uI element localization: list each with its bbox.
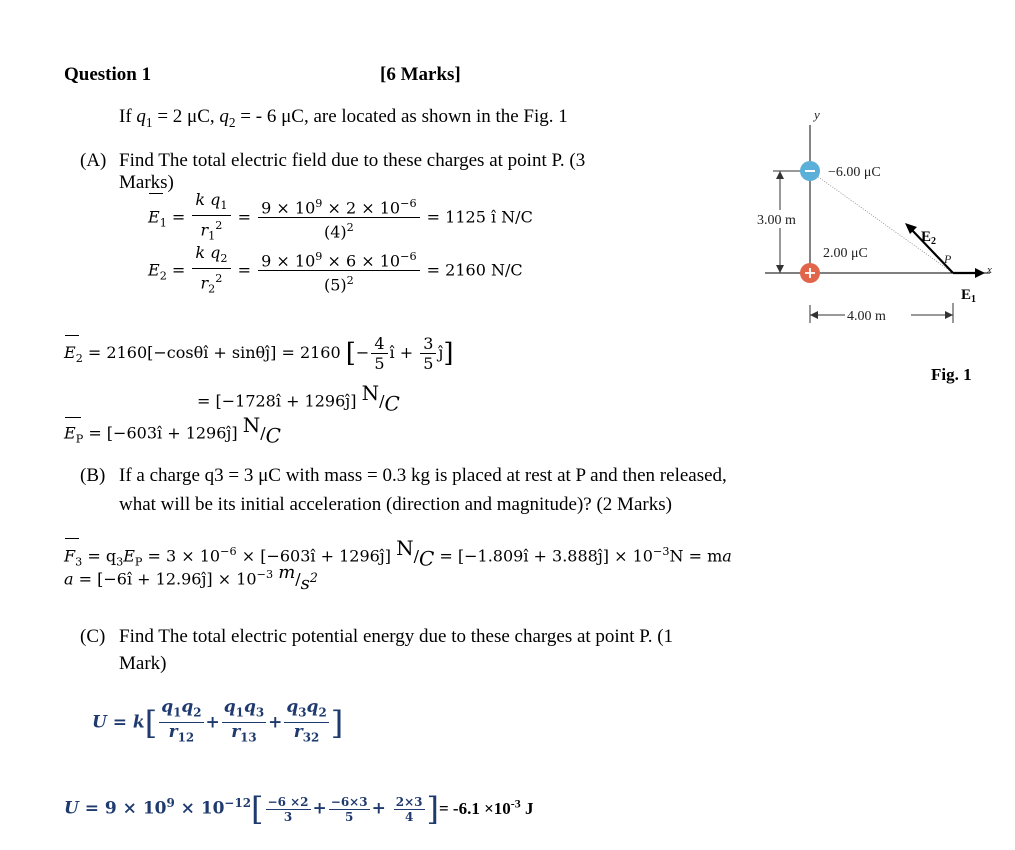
part-b-text-cont: what will be its initial acceleration (direction and magnitude)? (2 Marks) [119,494,672,515]
e1-vector-arrow [149,193,163,194]
ep-line: $E_P$ = [−603î + 1296ĵ] $^N/_C$ [64,413,281,448]
part-c-text-cont: Mark) [119,653,167,674]
part-a-label: (A) [80,150,107,171]
ep-vector-arrow [65,417,81,418]
e2-vector-line: $E_2$ = 2160[−cosθî + sinθĵ] = 2160 [− $\frac{4}{5}$ î + $\frac{3}{5}$ ĵ] [64,334,454,373]
intro-text: If $q_1 = 2$ μC, $q_2$ = - 6 μC, are located as shown in the Fig. 1 [119,106,568,130]
f3-eq-force: = [−1.809î + 3.888ĵ] × 10 [439,546,653,566]
e2-components: = [−1728î + 1296ĵ] $^N/_C$ [197,381,400,416]
f3-eq-q: = q [87,546,117,566]
e1-label: $E_1$ [961,287,977,305]
dist-vertical-label: 3.00 m [757,213,796,228]
acceleration-value: = [−6î + 12.96ĵ] × 10 [78,569,257,589]
f3-vector-arrow [65,538,79,539]
f3-equation: $F_3 = q_3E_P = 3 \times 10^{-6}$ × [−603î + 1296ĵ] $^N/_C$ = [−1.809î + 3.888ĵ] × $10^{-3}N$ = ma [64,536,732,571]
question-marks: [6 Marks] [380,64,461,85]
unit-c: C [384,391,400,416]
e2-label: $E_2$ [921,229,937,247]
question-title: Question 1 [64,64,152,85]
figure-caption: Fig. 1 [931,365,972,384]
part-a-text: Find The total electric field due to these charges at point P. (3 [119,150,586,171]
energy-result: $U = 9 \times 10^9 \times 10^{-12}$[ $\frac{-6 \times 2}{3}$ + $\frac{-6\times 3}{5}$ + $\frac{2\times 3}{4}$ ]= $-6.1 \times 10^{-3}$ J [64,790,534,828]
part-b-text: If a charge q3 = 3 μC with mass = 0.3 kg is placed at rest at P and then released, [119,465,727,486]
point-p-label: P [944,252,952,266]
e1-equation: $E_1$ = $\frac{k q_1}{r_1^2}$ = $\frac{9 \times 10^9 \times 2 \times 10^{-6}}{(4)^2}$ = 1125 î N/C [148,190,533,243]
f3-eq-mult: = 3 × 10 [147,546,221,566]
dist-horizontal-label: 4.00 m [847,309,886,324]
unit-s: s [300,572,310,594]
energy-exponent: -3 [510,795,521,810]
e2-equation: $E_2$ = $\frac{k q_2}{r_2^2}$ = $\frac{9 \times 10^9 \times 6 \times 10^{-6}}{(5)^2}$ = 2160 N/C [148,243,523,296]
charge-bottom-label: 2.00 μC [823,246,868,261]
ep-value: = [−603î + 1296ĵ] [88,423,238,443]
part-c-label: (C) [80,626,106,647]
energy-unit: J [520,798,534,818]
energy-formula: U = k[ $\frac{q_1q_2}{r_{12}}$ + $\frac{q_1q_3}{r_{13}}$ + $\frac{q_3q_2}{r_{32}}$ ] [92,697,344,745]
unit-m: m [278,562,296,583]
figure-1 [735,105,1005,395]
f3-eq-field: × [−603î + 1296ĵ] [241,546,391,566]
part-b-label: (B) [80,465,106,486]
e2-vector-arrow [65,335,79,336]
y-axis-label: y [814,107,820,122]
part-a-marks: Marks) [119,172,174,193]
e2-result: = 2160 N/C [426,260,523,280]
e1-result: = 1125 î N/C [426,207,533,227]
unit-n: N [361,381,380,405]
x-axis-label: x [987,264,992,276]
acceleration-line: a = [−6î + 12.96ĵ] × $10^{-3}$ $^m/_{s^2}$ [64,562,318,594]
e2-components-value: = [−1728î + 1296ĵ] [197,391,357,411]
charge-top-label: −6.00 μC [828,165,881,180]
f3-eq-ma: N = m [669,546,723,566]
part-c-text: Find The total electric potential energy due to these charges at point P. (1 [119,626,674,647]
e2-vector-expr: = 2160[−cosθî + sinθĵ] = 2160 [87,343,341,362]
energy-value: = -6.1 ×10 [439,798,511,818]
